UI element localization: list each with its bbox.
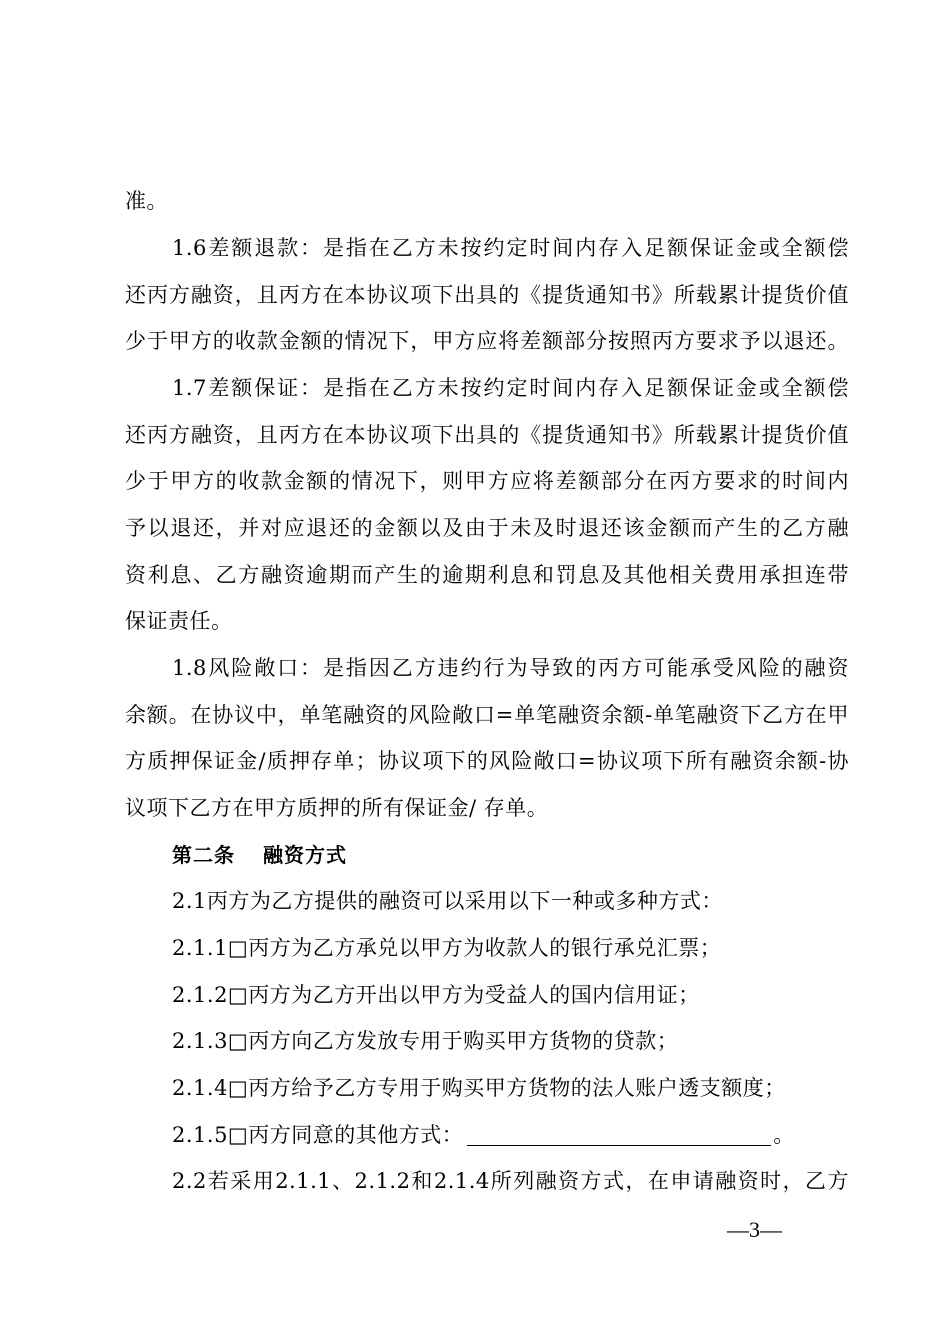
other-method-clause [172, 1120, 849, 1150]
paragraph-line: 方质押保证金/质押存单；协议项下的风险敞口=协议项下所有融资余额-协 [125, 749, 849, 773]
other-method-end: 。 [773, 1123, 795, 1147]
section-title: 融资方式 [263, 843, 347, 867]
clause-line: 2.1丙方为乙方提供的融资可以采用以下一种或多种方式： [172, 889, 723, 913]
paragraph-line: 2.2若采用2.1.1、2.1.2和2.1.4所列融资方式，在申请融资时，乙方 [172, 1169, 849, 1193]
checkbox-clause: 2.1.2□丙方为乙方开出以甲方为受益人的国内信用证； [172, 983, 700, 1007]
section-heading [172, 840, 849, 870]
paragraph-line: 余额。在协议中，单笔融资的风险敞口=单笔融资余额-单笔融资下乙方在甲 [125, 703, 849, 727]
section-number: 第二条 [172, 843, 235, 867]
paragraph-line: 1.6差额退款：是指在乙方未按约定时间内存入足额保证金或全额偿 [172, 236, 849, 260]
paragraph-line: 保证责任。 [125, 609, 233, 633]
page-number: —3— [727, 1217, 782, 1242]
paragraph-line: 少于甲方的收款金额的情况下，则甲方应将差额部分在丙方要求的时间内 [125, 469, 849, 493]
checkbox-clause: 2.1.1□丙方为乙方承兑以甲方为收款人的银行承兑汇票； [172, 936, 722, 960]
paragraph-line: 1.7差额保证：是指在乙方未按约定时间内存入足额保证金或全额偿 [172, 376, 849, 400]
paragraph-line: 还丙方融资，且丙方在本协议项下出具的《提货通知书》所载累计提货价值 [125, 423, 849, 447]
paragraph-line: 予以退还，并对应退还的金额以及由于未及时退还该金额而产生的乙方融 [125, 516, 849, 540]
fill-in-blank[interactable] [467, 1123, 771, 1146]
paragraph-line: 议项下乙方在甲方质押的所有保证金/ 存单。 [125, 796, 549, 820]
paragraph-line: 资利息、乙方融资逾期而产生的逾期利息和罚息及其他相关费用承担连带 [125, 563, 849, 587]
other-method-label: 2.1.5□丙方同意的其他方式： [172, 1123, 464, 1147]
paragraph-line: 还丙方融资，且丙方在本协议项下出具的《提货通知书》所载累计提货价值 [125, 283, 849, 307]
paragraph-line: 1.8风险敞口：是指因乙方违约行为导致的丙方可能承受风险的融资 [172, 656, 849, 680]
paragraph-line: 准。 [125, 189, 168, 213]
paragraph-line: 少于甲方的收款金额的情况下，甲方应将差额部分按照丙方要求予以退还。 [125, 329, 849, 353]
checkbox-clause: 2.1.4□丙方给予乙方专用于购买甲方货物的法人账户透支额度； [172, 1076, 786, 1100]
checkbox-clause: 2.1.3□丙方向乙方发放专用于购买甲方货物的贷款； [172, 1029, 679, 1053]
